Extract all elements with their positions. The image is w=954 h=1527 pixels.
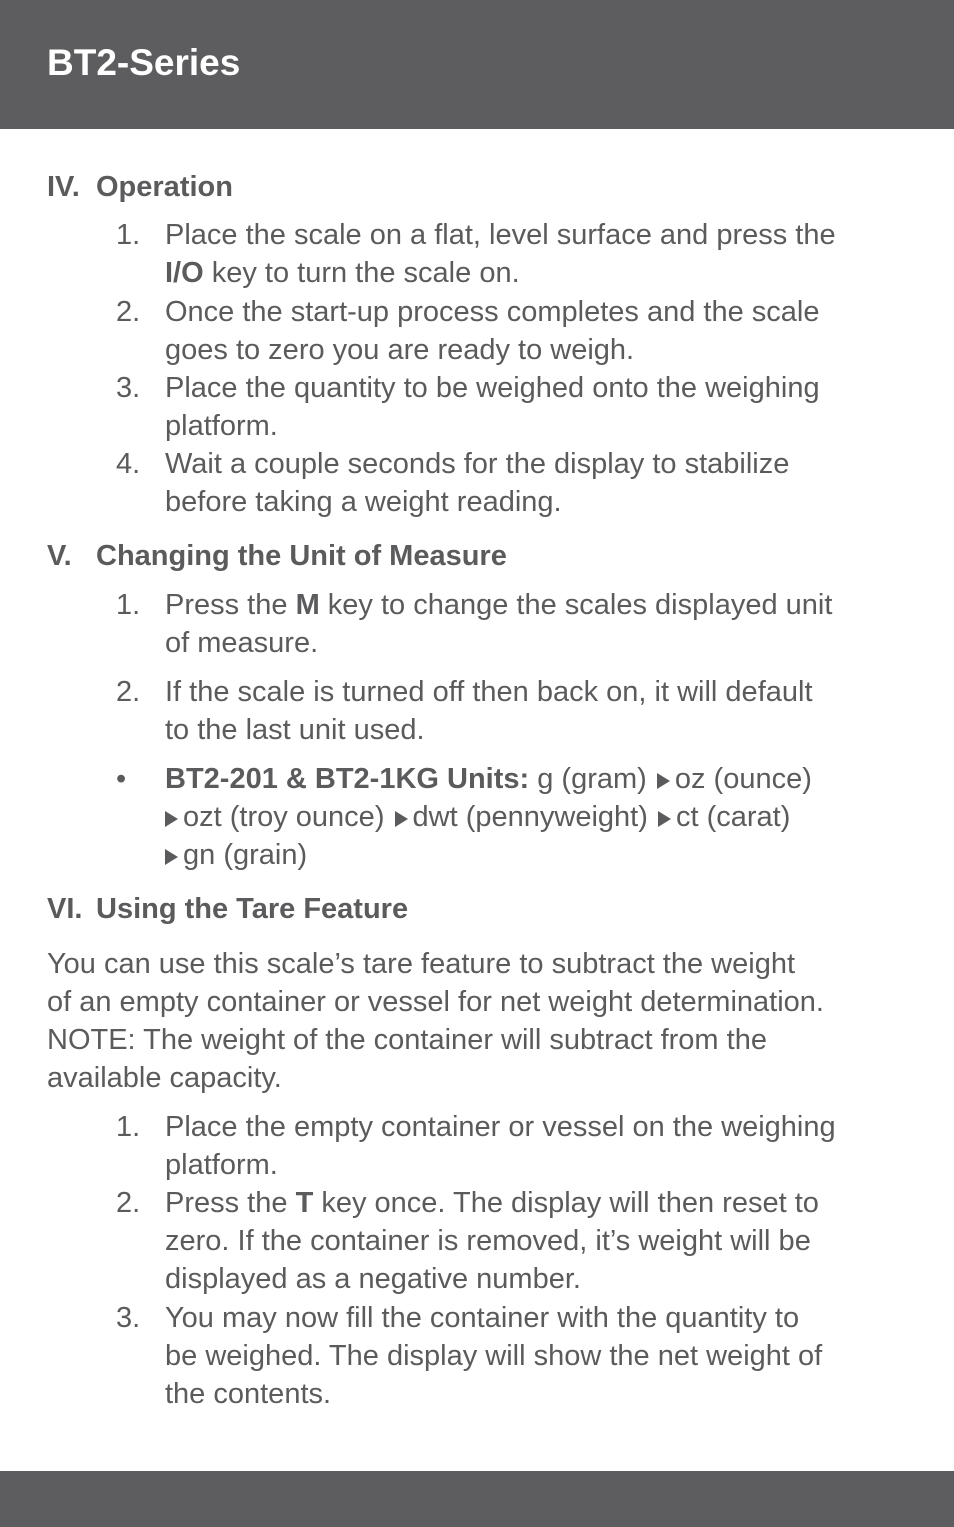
- item-text-line: Place the scale on a flat, level surface and press the: [165, 219, 836, 251]
- unit-gram: g (gram): [537, 763, 647, 795]
- units-label: BT2-201 & BT2-1KG Units:: [165, 763, 530, 795]
- section-number: IV.: [47, 171, 80, 203]
- unit-pennyweight: dwt (pennyweight): [412, 801, 648, 833]
- item-text-line: of measure.: [165, 627, 319, 659]
- item-text-line: the contents.: [165, 1378, 332, 1410]
- list-marker: 2.: [116, 296, 141, 328]
- item-text-line: [165, 254, 925, 292]
- bullet-marker: •: [116, 763, 127, 795]
- paragraph-line: of an empty container or vessel for net weight determination.: [47, 986, 824, 1018]
- item-text-line: before taking a weight reading.: [165, 486, 562, 518]
- paragraph-line: available capacity.: [47, 1062, 282, 1094]
- document-title: BT2-Series: [47, 42, 241, 83]
- list-marker: 3.: [116, 372, 141, 404]
- section-heading-operation: [47, 168, 233, 206]
- paragraph-line: You can use this scale’s tare feature to subtract the weight: [47, 948, 796, 980]
- item-text-line: to the last unit used.: [165, 714, 425, 746]
- item-text-line: If the scale is turned off then back on, it will default: [165, 676, 813, 708]
- item-text-line: Place the quantity to be weighed onto the weighing: [165, 372, 820, 404]
- item-text: Press the: [165, 589, 296, 621]
- section-heading-tare-feature: [47, 890, 408, 928]
- units-line: [165, 760, 925, 798]
- unit-grain: gn (grain): [183, 839, 308, 871]
- list-marker: 1.: [116, 1111, 141, 1143]
- units-line: [165, 798, 925, 836]
- unit-ounce: oz (ounce): [674, 763, 812, 795]
- arrow-right-icon: [658, 811, 671, 827]
- item-text-line: [165, 586, 925, 624]
- section-title: Using the Tare Feature: [96, 893, 409, 925]
- item-text: key to turn the scale on.: [203, 257, 520, 289]
- arrow-right-icon: [395, 811, 408, 827]
- section-heading-unit-of-measure: [47, 537, 507, 575]
- section-number: VI.: [47, 893, 83, 925]
- item-text-line: [165, 1184, 925, 1222]
- key-name-t: T: [295, 1187, 314, 1219]
- item-text-line: zero. If the container is removed, it’s weight will be: [165, 1225, 811, 1257]
- item-text-line: displayed as a negative number.: [165, 1263, 581, 1295]
- key-name-m: M: [295, 589, 320, 621]
- key-name-io: I/O: [165, 257, 204, 289]
- item-text-line: You may now fill the container with the quantity to: [165, 1302, 800, 1334]
- tare-description: [47, 945, 824, 1097]
- unit-carat: ct (carat): [675, 801, 791, 833]
- section-number: V.: [47, 540, 72, 572]
- item-text-line: platform.: [165, 1149, 278, 1181]
- arrow-right-icon: [657, 773, 670, 789]
- section-title: Operation: [96, 171, 233, 203]
- item-text-line: platform.: [165, 410, 278, 442]
- footer-band: [0, 1471, 954, 1527]
- list-marker: 4.: [116, 448, 141, 480]
- paragraph-line: NOTE: The weight of the container will subtract from the: [47, 1024, 767, 1056]
- list-marker: 3.: [116, 1302, 141, 1334]
- list-marker: 1.: [116, 589, 141, 621]
- units-line: [165, 836, 925, 874]
- header-band: [0, 0, 954, 129]
- item-text-line: be weighed. The display will show the net weight of: [165, 1340, 823, 1372]
- arrow-right-icon: [165, 811, 178, 827]
- list-marker: 2.: [116, 1187, 141, 1219]
- item-text: key to change the scales displayed unit: [319, 589, 833, 621]
- arrow-right-icon: [165, 849, 178, 865]
- list-marker: 2.: [116, 676, 141, 708]
- list-marker: 1.: [116, 219, 141, 251]
- item-text: key once. The display will then reset to: [313, 1187, 819, 1219]
- section-title: Changing the Unit of Measure: [96, 540, 507, 572]
- item-text-line: Place the empty container or vessel on the weighing: [165, 1111, 836, 1143]
- item-text-line: goes to zero you are ready to weigh.: [165, 334, 635, 366]
- item-text: Press the: [165, 1187, 296, 1219]
- item-text-line: Wait a couple seconds for the display to stabilize: [165, 448, 790, 480]
- item-text-line: Once the start-up process completes and the scale: [165, 296, 820, 328]
- unit-troy-ounce: ozt (troy ounce): [183, 801, 385, 833]
